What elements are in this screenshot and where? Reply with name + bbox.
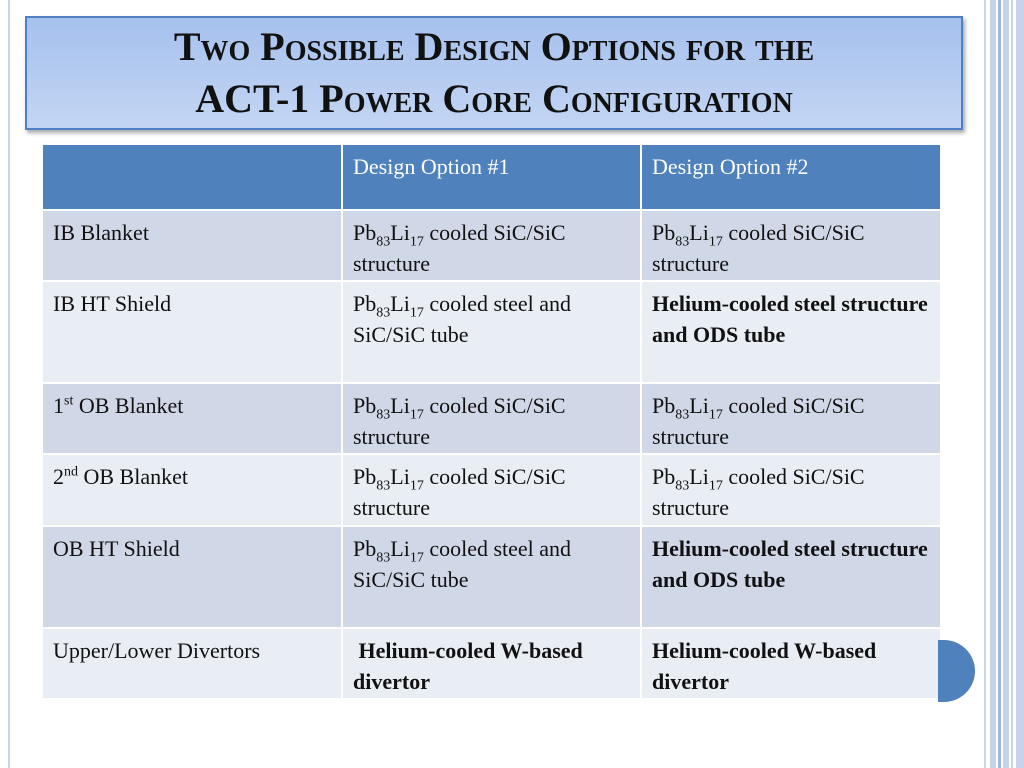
formula-li: Li — [390, 464, 410, 489]
formula-li-subscript: 17 — [708, 407, 723, 423]
formula-li: Li — [689, 393, 709, 418]
slide-title-box — [25, 16, 963, 130]
row-label: Upper/Lower Divertors — [42, 628, 342, 699]
formula-pb: Pb — [353, 220, 377, 245]
formula-li-subscript: 17 — [708, 234, 723, 250]
formula-pb-subscript: 83 — [376, 550, 391, 566]
design-options-table — [41, 143, 942, 700]
header-cell-option-1: Design Option #1 — [342, 144, 641, 210]
formula-li: Li — [689, 464, 709, 489]
formula-pb-subscript: 83 — [376, 478, 391, 494]
table-header-row — [42, 144, 941, 210]
option-1-cell: $Pb_{83}Li_{17}$ cooled steel and SiC/SiC tube — [342, 281, 641, 383]
option-2-cell: $Pb_{83}Li_{17}$ cooled SiC/SiC structure — [641, 383, 941, 454]
option-2-cell: $Pb_{83}Li_{17}$ cooled SiC/SiC structure — [641, 210, 941, 281]
table-row — [42, 454, 941, 526]
decorative-stripe — [998, 0, 1001, 768]
table-row — [42, 526, 941, 628]
formula-li-subscript: 17 — [409, 550, 424, 566]
formula-pb-subscript: 83 — [376, 407, 391, 423]
formula-pb-subscript: 83 — [376, 234, 391, 250]
row-label: IB HT Shield — [42, 281, 342, 383]
option-1-cell: $Pb_{83}Li_{17}$ cooled SiC/SiC structure — [342, 210, 641, 281]
formula-pb: Pb — [652, 393, 676, 418]
left-decorative-rule — [8, 0, 10, 768]
formula-li: Li — [390, 393, 410, 418]
slide-title-line-2: ACT-1 Power Core Configuration — [195, 76, 793, 121]
formula-li: Li — [390, 220, 410, 245]
formula-pb: Pb — [353, 536, 377, 561]
option-2-cell: Helium-cooled steel structure and ODS tube — [641, 526, 941, 628]
row-label: IB Blanket — [42, 210, 342, 281]
header-cell-empty — [42, 144, 342, 210]
formula-pb-subscript: 83 — [675, 407, 690, 423]
header-cell-option-2: Design Option #2 — [641, 144, 941, 210]
formula-li-subscript: 17 — [409, 234, 424, 250]
decorative-stripe — [1003, 0, 1009, 768]
slide-title-line-1: Two Possible Design Options for the — [173, 24, 815, 69]
option-2-cell: Helium-cooled W-based divertor — [641, 628, 941, 699]
formula-pb: Pb — [353, 393, 377, 418]
table-row — [42, 628, 941, 699]
option-1-cell: $Pb_{83}Li_{17}$ cooled SiC/SiC structure — [342, 454, 641, 526]
formula-li-subscript: 17 — [409, 478, 424, 494]
formula-pb-subscript: 83 — [675, 234, 690, 250]
option-2-cell: $Pb_{83}Li_{17}$ cooled SiC/SiC structure — [641, 454, 941, 526]
formula-li-subscript: 17 — [409, 407, 424, 423]
decorative-stripe — [1016, 0, 1024, 768]
option-1-cell: $Pb_{83}Li_{17}$ cooled SiC/SiC structure — [342, 383, 641, 454]
formula-li-subscript: 17 — [409, 305, 424, 321]
formula-pb: Pb — [353, 464, 377, 489]
row-label: 1st OB Blanket — [42, 383, 342, 454]
row-label: 2nd OB Blanket — [42, 454, 342, 526]
formula-li-subscript: 17 — [708, 478, 723, 494]
formula-pb-subscript: 83 — [376, 305, 391, 321]
decorative-stripe — [984, 0, 986, 768]
formula-pb: Pb — [353, 291, 377, 316]
decorative-stripe — [990, 0, 996, 768]
decorative-stripe — [1011, 0, 1013, 768]
formula-li: Li — [390, 536, 410, 561]
slide-decorative-circle — [938, 640, 975, 702]
formula-pb: Pb — [652, 464, 676, 489]
option-1-cell: $Pb_{83}Li_{17}$ cooled steel and SiC/SiC tube — [342, 526, 641, 628]
formula-li: Li — [390, 291, 410, 316]
row-label: OB HT Shield — [42, 526, 342, 628]
table-row — [42, 210, 941, 281]
table-row — [42, 281, 941, 383]
formula-pb: Pb — [652, 220, 676, 245]
formula-pb-subscript: 83 — [675, 478, 690, 494]
table-row — [42, 383, 941, 454]
formula-li: Li — [689, 220, 709, 245]
option-2-cell: Helium-cooled steel structure and ODS tube — [641, 281, 941, 383]
option-1-cell: Helium-cooled W-based divertor — [342, 628, 641, 699]
